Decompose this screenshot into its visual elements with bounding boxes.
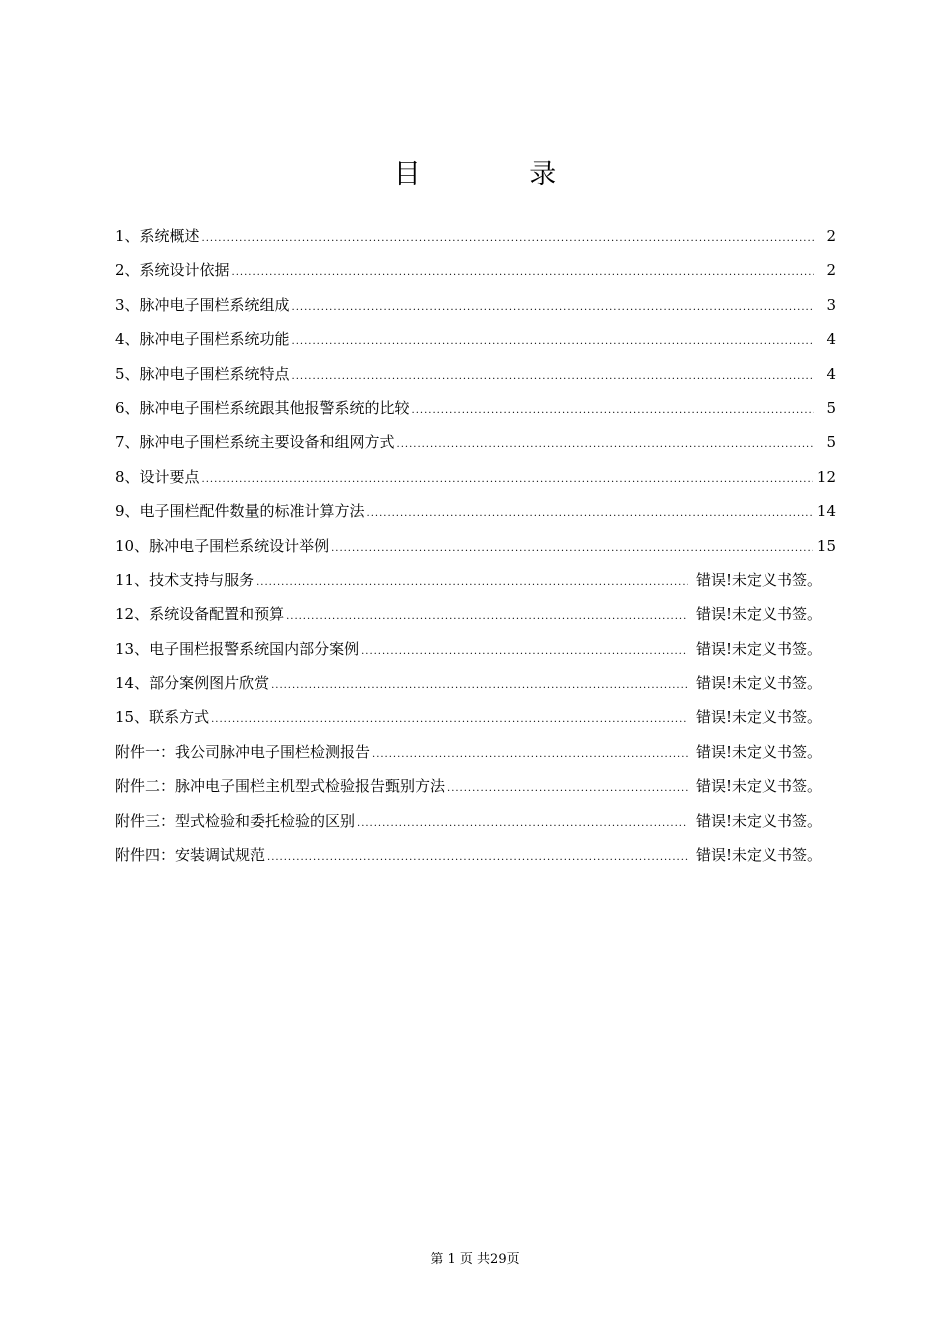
toc-dot-leader [232, 259, 814, 287]
toc-entry-page: 错误!未定义书签。 [696, 639, 823, 658]
toc-entry-label[interactable]: 7、脉冲电子围栏系统主要设备和组网方式 [115, 433, 395, 452]
toc-entry[interactable] [115, 669, 836, 703]
toc-entry-label[interactable]: 附件一：我公司脉冲电子围栏检测报告 [115, 742, 371, 761]
toc-dot-leader [286, 603, 688, 631]
toc-entry[interactable] [115, 703, 836, 737]
toc-entry[interactable] [115, 463, 836, 497]
toc-entry-label[interactable]: 11、技术支持与服务 [115, 570, 255, 589]
toc-entry-page: 4 [826, 330, 836, 349]
toc-entry-page: 错误!未定义书签。 [696, 811, 823, 830]
toc-entry-label[interactable]: 附件四：安装调试规范 [115, 846, 266, 865]
toc-entry-label[interactable]: 8、设计要点 [115, 467, 200, 486]
toc-dot-leader [447, 775, 688, 803]
toc-entry-label[interactable]: 10、脉冲电子围栏系统设计举例 [115, 536, 330, 555]
toc-entry[interactable] [115, 841, 836, 875]
toc-dot-leader [412, 397, 814, 425]
toc-entry-label[interactable]: 6、脉冲电子围栏系统跟其他报警系统的比较 [115, 398, 410, 417]
toc-dot-leader [357, 810, 688, 838]
toc-entry-page: 错误!未定义书签。 [696, 777, 823, 796]
toc-dot-leader [292, 328, 814, 356]
toc-dot-leader [271, 672, 688, 700]
table-of-contents [115, 222, 836, 875]
toc-entry[interactable] [115, 635, 836, 669]
toc-dot-leader [367, 500, 813, 528]
toc-entry-page: 错误!未定义书签。 [696, 605, 823, 624]
toc-entry[interactable] [115, 532, 836, 566]
toc-entry-label[interactable]: 1、系统概述 [115, 227, 200, 245]
title-part-2: 录 [529, 159, 557, 190]
toc-dot-leader [211, 706, 688, 734]
toc-entry[interactable] [115, 807, 836, 841]
title-part-1: 目 [393, 159, 421, 190]
toc-entry-label[interactable]: 附件二：脉冲电子围栏主机型式检验报告甄别方法 [115, 777, 446, 796]
toc-entry[interactable] [115, 291, 836, 325]
toc-entry[interactable] [115, 566, 836, 600]
toc-entry-page: 错误!未定义书签。 [696, 708, 823, 727]
toc-entry-page: 错误!未定义书签。 [696, 570, 823, 589]
toc-entry-page: 2 [826, 261, 836, 280]
toc-entry-label[interactable]: 5、脉冲电子围栏系统特点 [115, 364, 290, 383]
toc-entry-label[interactable]: 15、联系方式 [115, 708, 210, 727]
toc-entry[interactable] [115, 256, 836, 290]
toc-entry-page: 2 [826, 227, 836, 245]
toc-entry[interactable] [115, 428, 836, 462]
toc-dot-leader [331, 535, 813, 563]
toc-entry-label[interactable]: 4、脉冲电子围栏系统功能 [115, 330, 290, 349]
toc-entry[interactable] [115, 360, 836, 394]
toc-entry-label[interactable]: 14、部分案例图片欣赏 [115, 674, 270, 693]
toc-entry[interactable] [115, 600, 836, 634]
toc-entry-page: 15 [816, 536, 836, 555]
toc-entry-label[interactable]: 3、脉冲电子围栏系统组成 [115, 295, 290, 314]
page-title [0, 152, 950, 191]
toc-entry-page: 5 [826, 398, 836, 417]
toc-entry-label[interactable]: 9、电子围栏配件数量的标准计算方法 [115, 502, 365, 521]
toc-entry-page: 12 [816, 467, 836, 486]
toc-entry-page: 14 [816, 502, 836, 521]
toc-entry-label[interactable]: 12、系统设备配置和预算 [115, 605, 285, 624]
toc-dot-leader [256, 569, 688, 597]
toc-entry-label[interactable]: 13、电子围栏报警系统国内部分案例 [115, 639, 360, 658]
toc-dot-leader [292, 294, 814, 322]
toc-entry-label[interactable]: 附件三：型式检验和委托检验的区别 [115, 811, 356, 830]
toc-entry-page: 错误!未定义书签。 [696, 846, 823, 865]
toc-dot-leader [267, 844, 688, 872]
page-footer: 第 1 页 共29页 [430, 1252, 520, 1267]
toc-entry[interactable] [115, 738, 836, 772]
toc-entry-page: 5 [826, 433, 836, 452]
toc-entry[interactable] [115, 222, 836, 256]
toc-dot-leader [292, 363, 814, 391]
toc-dot-leader [372, 741, 688, 769]
toc-entry-label[interactable]: 2、系统设计依据 [115, 261, 230, 280]
toc-entry-page: 3 [826, 295, 836, 314]
toc-dot-leader [202, 225, 814, 253]
toc-dot-leader [361, 638, 688, 666]
toc-entry-page: 错误!未定义书签。 [696, 674, 823, 693]
toc-dot-leader [397, 431, 814, 459]
toc-entry[interactable] [115, 394, 836, 428]
toc-entry[interactable] [115, 497, 836, 531]
toc-dot-leader [202, 466, 813, 494]
toc-entry[interactable] [115, 772, 836, 806]
toc-entry-page: 错误!未定义书签。 [696, 742, 823, 761]
toc-entry[interactable] [115, 325, 836, 359]
toc-entry-page: 4 [826, 364, 836, 383]
